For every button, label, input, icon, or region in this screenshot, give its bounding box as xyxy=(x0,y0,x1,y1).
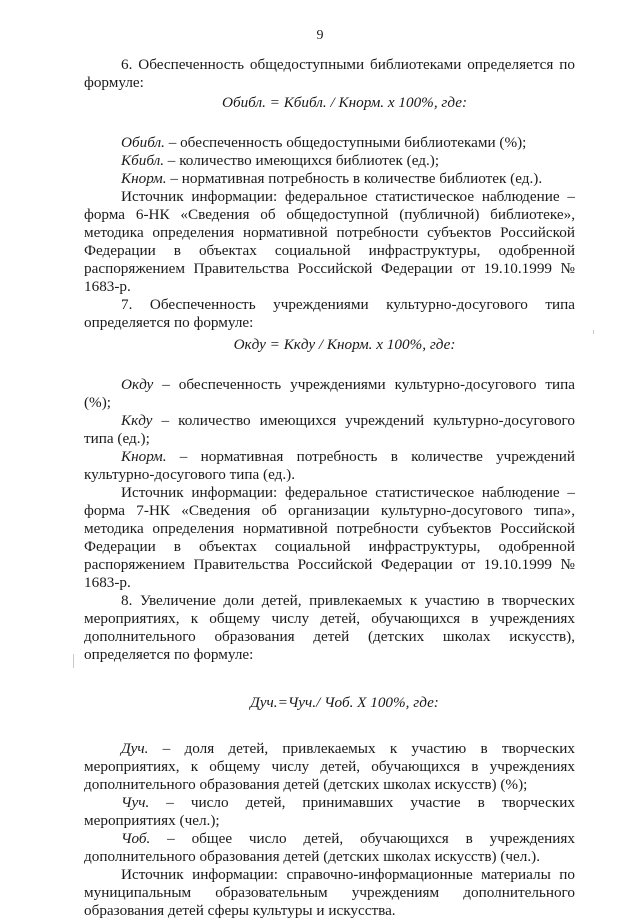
section6-heading: 6. Обеспеченность общедоступными библиотеками определяется по формуле: xyxy=(84,56,575,91)
definition-item xyxy=(84,448,575,484)
scan-mark xyxy=(73,654,74,668)
definition-text: – нормативная потребность в количестве библиотек (ед.). xyxy=(166,170,543,187)
section6-formula: Обибл. = Кбибл. / Кнорм. х 100%, где: xyxy=(221,94,468,111)
definition-term: Чоб. xyxy=(121,830,151,847)
page-number: 9 xyxy=(316,28,324,43)
definition-item xyxy=(84,830,575,866)
definition-term: Дуч. xyxy=(121,740,149,757)
section8-source: Источник информации: справочно-информационные материалы по муниципальным образовательным учреждениям дополнительного образования детей сферы культуры и искусства. xyxy=(84,866,575,919)
definition-text: – доля детей, привлекаемых к участию в творческих мероприятиях, к общему числу детей, обучающихся в учреждениях дополнительного образования детей (детских школах искусств) (%); xyxy=(84,740,575,793)
definition-term: Кнорм. xyxy=(121,170,167,187)
definition-text: – нормативная потребность в количестве учреждений культурно-досугового типа (ед.). xyxy=(84,448,575,483)
definition-term: Обибл. xyxy=(121,134,165,151)
scan-mark xyxy=(593,330,594,334)
definition-term: Ккду xyxy=(121,412,153,429)
definition-text: – количество имеющихся библиотек (ед.); xyxy=(164,152,440,169)
definition-item xyxy=(84,134,575,152)
definition-item xyxy=(84,170,575,188)
definition-text: – количество имеющихся учреждений культурно-досугового типа (ед.); xyxy=(84,412,575,447)
definition-item xyxy=(84,794,575,830)
document-body xyxy=(84,56,575,920)
definition-text: – обеспеченность общедоступными библиотеками (%); xyxy=(164,134,527,151)
definition-text: – число детей, принимавших участие в творческих мероприятиях (чел.); xyxy=(84,794,575,829)
section8-heading: 8. Увеличение доли детей, привлекаемых к участию в творческих мероприятиях, к общему числу детей, обучающихся в учреждениях дополнительного образования детей (детских школах искусств), определяется по формуле: xyxy=(84,592,575,663)
section7-formula: Окду = Ккду / Кнорм. х 100%, где: xyxy=(233,336,456,353)
section7-source: Источник информации: федеральное статистическое наблюдение – форма 7-НК «Сведения об организации культурно-досугового типа», методика определения нормативной потребности субъектов Российской Федерации в объектах социальной инфраструктуры, одобренной распоряжением Правительства Российской Федерации от 19.10.1999 № 1683-р. xyxy=(84,484,575,591)
definition-term: Кнорм. xyxy=(121,448,167,465)
definition-item xyxy=(84,412,575,448)
definition-term: Кбибл. xyxy=(121,152,164,169)
section7-heading: 7. Обеспеченность учреждениями культурно-досугового типа определяется по формуле: xyxy=(84,296,575,331)
section8-formula: Дуч.=Чуч./ Чоб. Х 100%, где: xyxy=(250,694,439,711)
definition-term: Окду xyxy=(121,376,154,393)
definition-text: – общее число детей, обучающихся в учреждениях дополнительного образования детей (детских школах искусств) (чел.). xyxy=(84,830,575,865)
definition-item xyxy=(84,152,575,170)
definition-item xyxy=(84,740,575,794)
definition-item xyxy=(84,376,575,412)
section6-source: Источник информации: федеральное статистическое наблюдение – форма 6-НК «Сведения об общедоступной (публичной) библиотеке», методика определения нормативной потребности субъектов Российской Федерации в объектах социальной инфраструктуры, одобренной распоряжением Правительства Российской Федерации от 19.10.1999 № 1683-р. xyxy=(84,188,575,295)
definition-text: – обеспеченность учреждениями культурно-досугового типа (%); xyxy=(84,376,575,411)
definition-term: Чуч. xyxy=(121,794,150,811)
